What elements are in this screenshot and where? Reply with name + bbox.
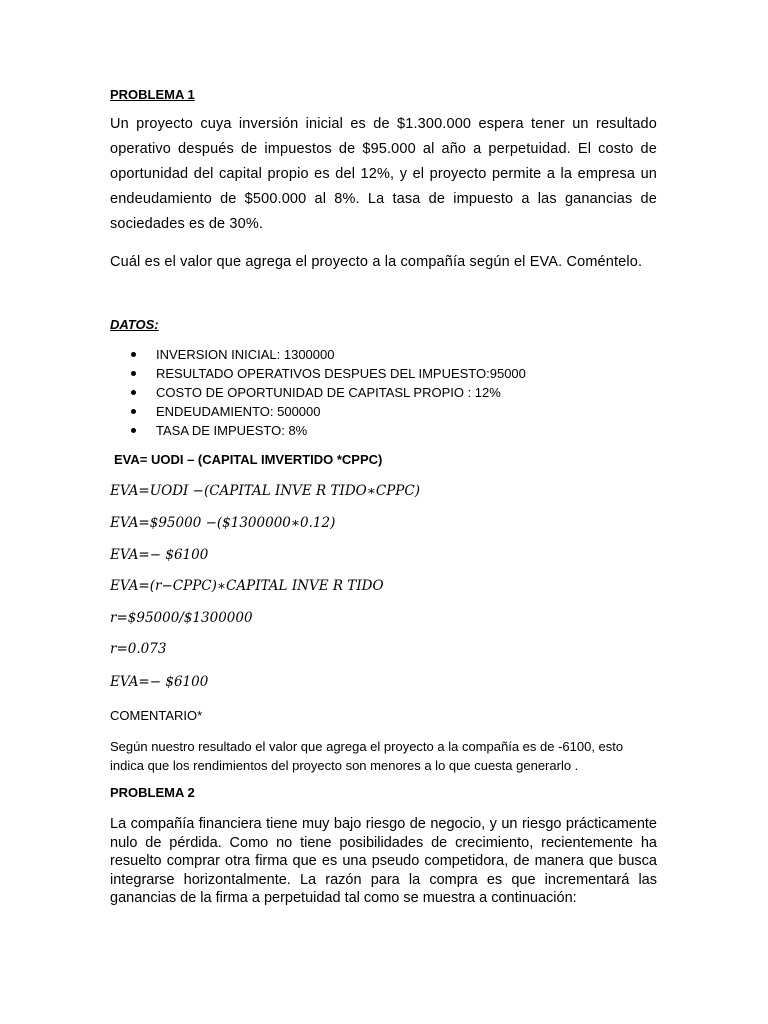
bullet-icon [131,409,136,414]
problem2-statement: La compañía financiera tiene muy bajo riesgo de negocio, y un riesgo prácticamente nulo de pérdida. Como no tiene posibilidades de crecimiento, recientemente ha resuelto comprar otra firma que es una pseudo competidora, de manera que busca integrarse horizontalmente. La razón para la compra es que incrementará las ganancias de la firma a perpetuidad tal como se muestra a continuación: [110,816,657,906]
equation: EVA=− $6100 [110,547,209,563]
equation: EVA=$95000 −($1300000∗0.12) [110,515,336,531]
datos-item: INVERSION INICIAL: 1300000 [110,345,526,364]
comentario-text: Según nuestro resultado el valor que agrega el proyecto a la compañía es de -6100, esto indica que los rendimientos del proyecto son menores a lo que cuesta generarlo . [110,739,624,773]
datos-list [110,345,526,440]
bullet-icon [131,428,136,433]
equation: EVA=− $6100 [110,674,209,690]
bullet-icon [131,352,136,357]
equation: EVA=(r−CPPC)∗CAPITAL INVE R TIDO [110,578,384,594]
equation: EVA=UODI −(CAPITAL INVE R TIDO∗CPPC) [110,483,420,499]
bullet-icon [131,390,136,395]
formula-title: EVA= UODI – (CAPITAL IMVERTIDO *CPPC) [114,452,383,467]
datos-title: DATOS: [110,317,159,332]
equation: r=0.073 [110,641,167,657]
datos-item: COSTO DE OPORTUNIDAD DE CAPITASL PROPIO : 12% [110,383,526,402]
problem1-question: Cuál es el valor que agrega el proyecto a la compañía según el EVA. Coméntelo. [110,254,643,270]
equation: r=$95000/$1300000 [110,610,253,626]
problem2-title: PROBLEMA 2 [110,785,195,800]
comentario-title: COMENTARIO* [110,708,203,723]
bullet-icon [131,371,136,376]
problem1-title: PROBLEMA 1 [110,87,195,102]
problem1-statement: Un proyecto cuya inversión inicial es de $1.300.000 espera tener un resultado operativo después de impuestos de $95.000 al año a perpetuidad. El costo de oportunidad del capital propio es del 12%, y el proyecto permite a la empresa un endeudamiento de $500.000 al 8%. La tasa de impuesto a las ganancias de sociedades es de 30%. [110,116,657,232]
datos-item: RESULTADO OPERATIVOS DESPUES DEL IMPUESTO:95000 [110,364,526,383]
datos-item: TASA DE IMPUESTO: 8% [110,421,526,440]
datos-item: ENDEUDAMIENTO: 500000 [110,402,526,421]
